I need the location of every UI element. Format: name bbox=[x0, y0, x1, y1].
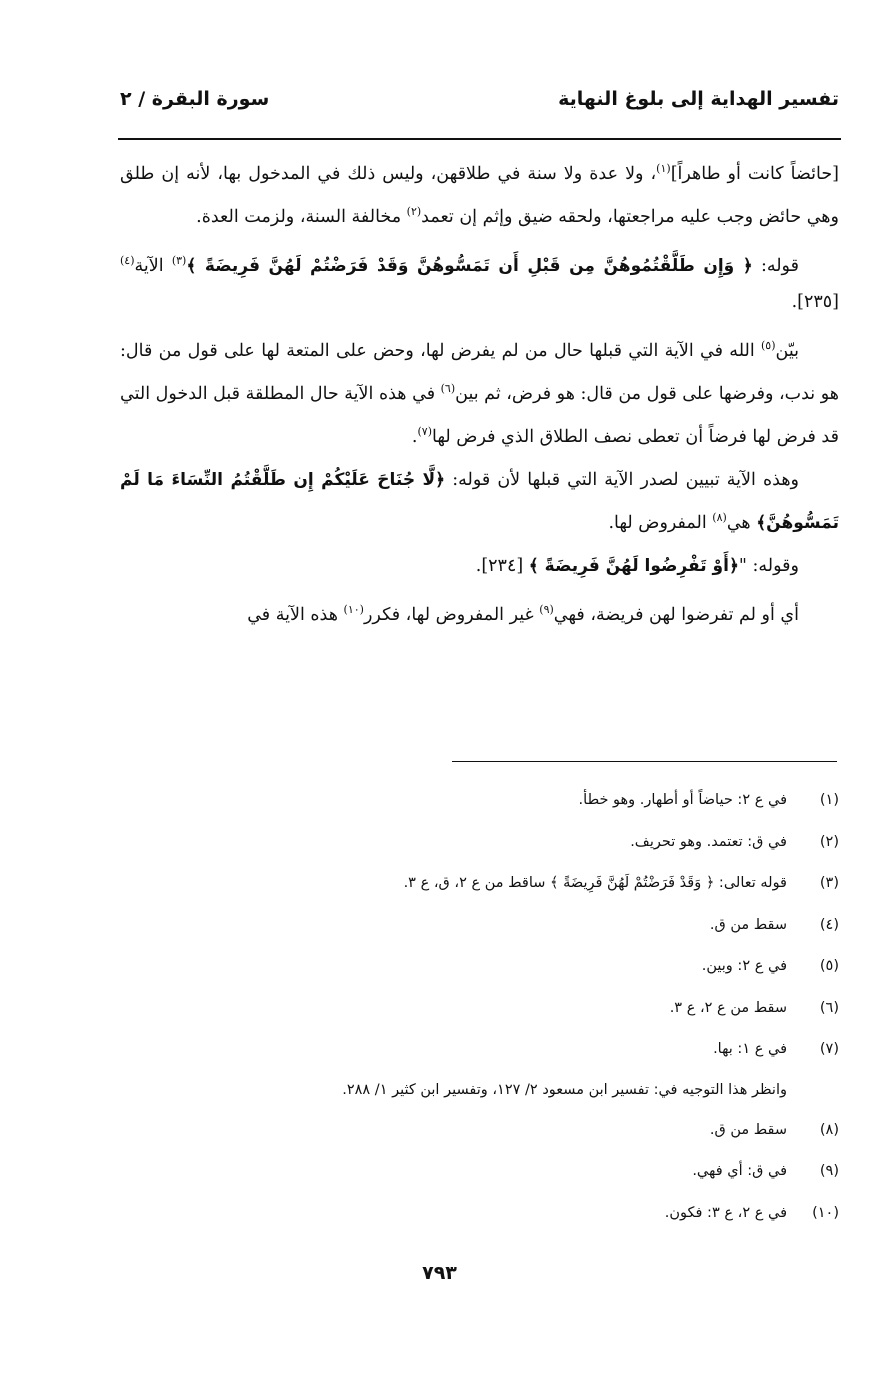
footnote-item bbox=[120, 946, 839, 988]
text-run: بيّن bbox=[775, 341, 799, 362]
text-run: [حائضاً كانت أو طاهراً] bbox=[670, 163, 839, 184]
text-run: [٢٣٥]. bbox=[791, 292, 839, 313]
footnote-ref: (٩) bbox=[539, 602, 554, 616]
text-run: وهذه الآية تبيين لصدر الآية التي قبلها لأن قوله: bbox=[445, 469, 799, 490]
footnote-divider bbox=[452, 761, 837, 762]
footnote-number: (٤) bbox=[819, 916, 839, 933]
footnote-item bbox=[120, 1110, 839, 1152]
footnote-number: (٢) bbox=[819, 833, 839, 850]
footnote-number: (١) bbox=[819, 792, 839, 808]
footnote-text: قوله تعالى: ﴿ وَقَدْ فَرَضْتُمْ لَهُنَّ فَرِيضَةً ﴾ ساقط من ع ٢، ق، ع ٣. bbox=[403, 875, 787, 891]
footnote-number: (٣) bbox=[819, 875, 839, 891]
paragraph-p3 bbox=[120, 327, 839, 455]
footnote-item bbox=[120, 1193, 839, 1235]
footnote-text: في ع ١: بها. bbox=[713, 1041, 787, 1057]
text-run: قوله: bbox=[752, 255, 799, 276]
text-run: الله في الآية التي قبلها حال من لم يفرض لها، وحض على المتعة لها على قول من قال: هو ندب، وفرضها على قول من قال: هو فرض، ثم بين bbox=[120, 341, 839, 405]
footnote-ref: (٤) bbox=[120, 253, 135, 267]
text-run: مخالفة السنة، ولزمت العدة. bbox=[196, 206, 407, 227]
text-run: الآية bbox=[134, 255, 172, 276]
footnote-item bbox=[120, 822, 839, 864]
paragraph-p6 bbox=[120, 591, 839, 634]
page-number: ٧٩٣ bbox=[422, 1262, 457, 1284]
footnote-ref: (٨) bbox=[712, 510, 727, 524]
header-divider bbox=[118, 138, 841, 140]
text-run: أي أو لم تفرضوا لهن فريضة، فهي bbox=[553, 604, 799, 625]
text-run: هذه الآية في bbox=[247, 604, 344, 625]
footnote-text: في ع ٢، ع ٣: فكون. bbox=[664, 1204, 787, 1221]
footnote-text: في ع ٢: حياضاً أو أطهار. وهو خطأ. bbox=[578, 792, 787, 808]
footnote-text: سقط من ع ٢، ع ٣. bbox=[669, 999, 787, 1016]
quran-verse: ﴿أَوْ تَفْرِضُوا لَهُنَّ فَرِيضَةً ﴾ bbox=[528, 555, 739, 576]
footnote-item bbox=[120, 780, 839, 822]
footnotes bbox=[120, 780, 839, 1234]
footnote-ref: (٦) bbox=[440, 382, 456, 396]
footnote-number: (٦) bbox=[819, 999, 839, 1016]
footnote-ref: (٧) bbox=[417, 425, 432, 439]
text-run: . bbox=[411, 426, 418, 447]
quran-verse: ﴿لَّا جُنَاحَ عَلَيْكُمْ إِن طَلَّقْتُمُ النِّسَاءَ مَا لَمْ تَمَسُّوهُنَّ﴾ bbox=[120, 469, 839, 533]
footnote-item bbox=[120, 863, 839, 905]
footnote-item bbox=[120, 1151, 839, 1193]
paragraph-p1 bbox=[120, 150, 839, 236]
footnote-ref: (١) bbox=[656, 162, 671, 175]
text-run: [٢٣٤]. bbox=[475, 555, 529, 576]
running-header-book-title: تفسير الهداية إلى بلوغ النهاية bbox=[558, 88, 839, 110]
text-run: المفروض لها. bbox=[608, 512, 713, 533]
footnote-text: في ع ٢: وبين. bbox=[701, 958, 787, 974]
footnote-number: (٧) bbox=[819, 1041, 839, 1057]
footnote-text: سقط من ق. bbox=[709, 916, 787, 933]
footnote-ref: (٥) bbox=[761, 339, 776, 353]
running-header-surah: سورة البقرة / ٢ bbox=[120, 88, 270, 110]
footnote-ref: (١٠) bbox=[343, 602, 364, 616]
text-run: غير المفروض لها، فكرر bbox=[363, 604, 540, 625]
footnote-item bbox=[120, 988, 839, 1030]
footnote-number: (٩) bbox=[819, 1163, 839, 1179]
footnote-text: وانظر هذا التوجيه في: تفسير ابن مسعود ٢/ ١٢٧، وتفسير ابن كثير ١/ ٢٨٨. bbox=[342, 1081, 787, 1098]
footnote-number: (١٠) bbox=[812, 1204, 839, 1221]
main-text bbox=[120, 150, 839, 640]
footnote-text: في ق: أي فهي. bbox=[692, 1163, 787, 1179]
text-run: وقوله: " bbox=[738, 555, 799, 576]
text-run: ، ولا عدة ولا سنة في طلاقهن، وليس ذلك في المدخول بها، لأنه إن طلق وهي حائض وجب عليه مراجعتها، ولحقه ضيق وإثم إن تعمد bbox=[120, 163, 839, 227]
paragraph-p2 bbox=[120, 242, 839, 322]
footnote-text: في ق: تعتمد. وهو تحريف. bbox=[630, 833, 787, 850]
footnote-number: (٨) bbox=[819, 1121, 839, 1138]
text-run: هي bbox=[726, 512, 757, 533]
quran-verse: ﴿ وَإِن طَلَّقْتُمُوهُنَّ مِن قَبْلِ أَن تَمَسُّوهُنَّ وَقَدْ فَرَضْتُمْ لَهُنَّ فَرِيضَةً ﴾ bbox=[186, 255, 753, 276]
footnote-text: سقط من ق. bbox=[709, 1121, 787, 1138]
footnote-ref: (٢) bbox=[406, 204, 422, 218]
footnote-number: (٥) bbox=[819, 958, 839, 974]
footnote-item bbox=[120, 1071, 839, 1110]
text-run: في هذه الآية حال المطلقة قبل الدخول التي قد فرض لها فرضاً أن تعطى نصف الطلاق الذي فرض لها bbox=[120, 384, 839, 447]
footnote-item bbox=[120, 1029, 839, 1071]
footnote-ref: (٣) bbox=[171, 253, 187, 267]
paragraph-p5 bbox=[120, 548, 839, 585]
paragraph-p4 bbox=[120, 462, 839, 542]
footnote-item bbox=[120, 905, 839, 947]
